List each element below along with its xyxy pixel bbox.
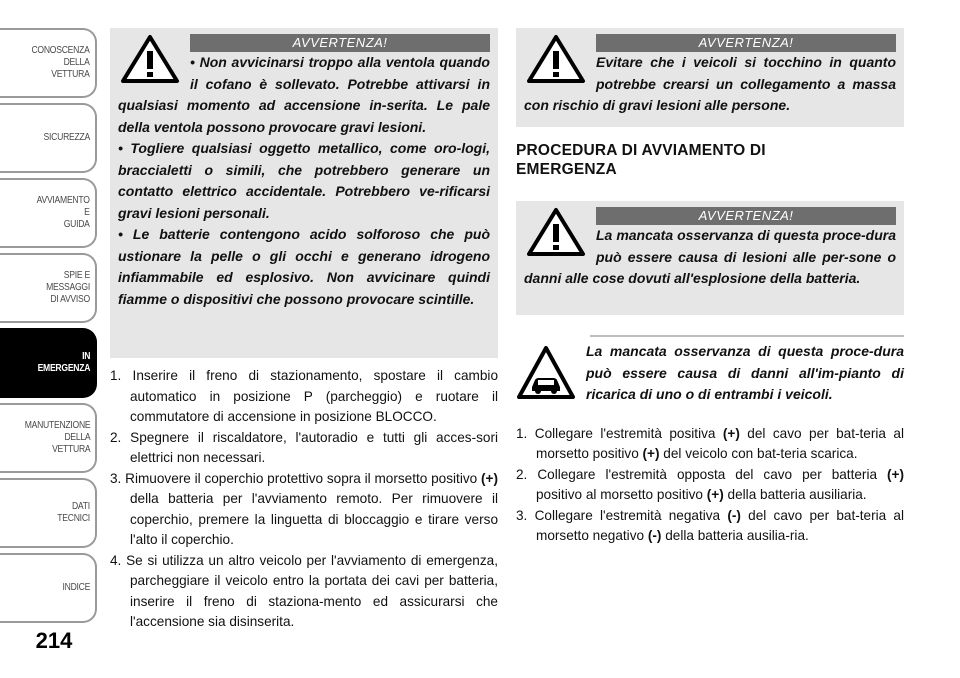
step-item: 3. Rimuovere il coperchio protettivo sopra il morsetto positivo (+) della batteria per l'avviamento remoto. Per rimuovere il coperchio, premere la linguetta di bloccaggio e tirare verso l'alto il coperchio. [110,470,498,547]
step-item: 3. Collegare l'estremità negativa (-) del cavo per bat-teria al morsetto negativo (-) della batteria ausilia-ria. [516,507,904,543]
warning-triangle-icon [526,34,588,84]
warning-triangle-icon [526,207,588,257]
vehicle-damage-note: La mancata osservanza di questa proce-dura può essere causa di danni all'im-pianto di ricarica di uno o di entrambi i veicoli. [516,335,904,406]
warning-box-fan-battery [110,28,498,358]
step-item: 4. Se si utilizza un altro veicolo per l'avviamento di emergenza, parcheggiare il veicolo entro la portata dei cavi per batteria, inserire il freno di staziona-mento ed assicurarsi che l'accensione sia disinserita. [110,552,498,629]
step-item: 1. Inserire il freno di stazionamento, spostare il cambio automatico in posizione P (parcheggio) e ruotare il commutatore di accensione in posizione BLOCCO. [110,368,499,424]
divider [590,335,904,337]
warning-item-metal: • Togliere qualsiasi oggetto metallico, come oro-logi, braccialetti o simili, che potrebbero generare un contatto elettrico accidentale. Potrebbero ve-rificarsi gravi lesioni personali. [118,140,490,221]
warning-text: La mancata osservanza di questa proce-dura può essere causa di lesioni alle per-sone o danni alle cose dovuti all'esplosione della batteria. [524,227,896,286]
tab-manutenzione-della-vettura[interactable]: MANUTENZIONE DELLA VETTURA [0,403,97,473]
warning-box-explosion [516,201,904,315]
tab-indice[interactable]: INDICE [0,553,97,623]
left-column [110,28,498,633]
right-column [516,28,904,547]
warning-title: AVVERTENZA! [596,207,896,225]
tab-sicurezza[interactable]: SICUREZZA [0,103,97,173]
tab-dati-tecnici[interactable]: DATI TECNICI [0,478,97,548]
chapter-sidebar [0,0,98,678]
warning-triangle-icon [120,34,182,84]
step-item: 2. Collegare l'estremità opposta del cavo per batteria (+) positivo al morsetto positivo (+) della batteria ausiliaria. [516,466,904,502]
tab-in-emergenza[interactable]: IN EMERGENZA [0,328,97,398]
vehicle-warning-icon [516,345,578,403]
warning-box-vehicles-touch [516,28,904,127]
tab-conoscenza-della-vettura[interactable]: CONOSCENZA DELLA VETTURA [0,28,97,98]
step-item: 2. Spegnere il riscaldatore, l'autoradio e tutti gli acces-sori elettrici non necessari. [110,429,498,465]
warning-text: Evitare che i veicoli si tocchino in quanto potrebbe crearsi un collegamento a massa con rischio di gravi lesioni alle persone. [524,54,896,113]
left-steps-list [110,366,498,633]
tab-avviamento-e-guida[interactable]: AVVIAMENTO E GUIDA [0,178,97,248]
tab-spie-e-messaggi[interactable]: SPIE E MESSAGGI DI AVVISO [0,253,97,323]
warning-item-acid: • Le batterie contengono acido solforoso che può ustionare la pelle o gli occhi e generano idrogeno infiammabile ed esplosivo. Non avvicinare quindi fiamme o dispositivi che possono provocare scintille. [118,226,490,307]
right-steps-list [516,424,904,547]
section-heading: PROCEDURA DI AVVIAMENTO DI EMERGENZA [516,142,766,178]
step-item: 1. Collegare l'estremità positiva (+) del cavo per bat-teria al morsetto positivo (+) del veicolo con bat-teria scarica. [516,425,904,461]
page-number: 214 [35,628,73,653]
warning-item-fan: • Non avvicinarsi troppo alla ventola quando il cofano è sollevato. Potrebbe attivarsi in qualsiasi momento ad accensione in-serita. Le pale della ventola possono provocare gravi lesioni. [118,54,490,135]
warning-title: AVVERTENZA! [596,34,896,52]
warning-title: AVVERTENZA! [190,34,490,52]
